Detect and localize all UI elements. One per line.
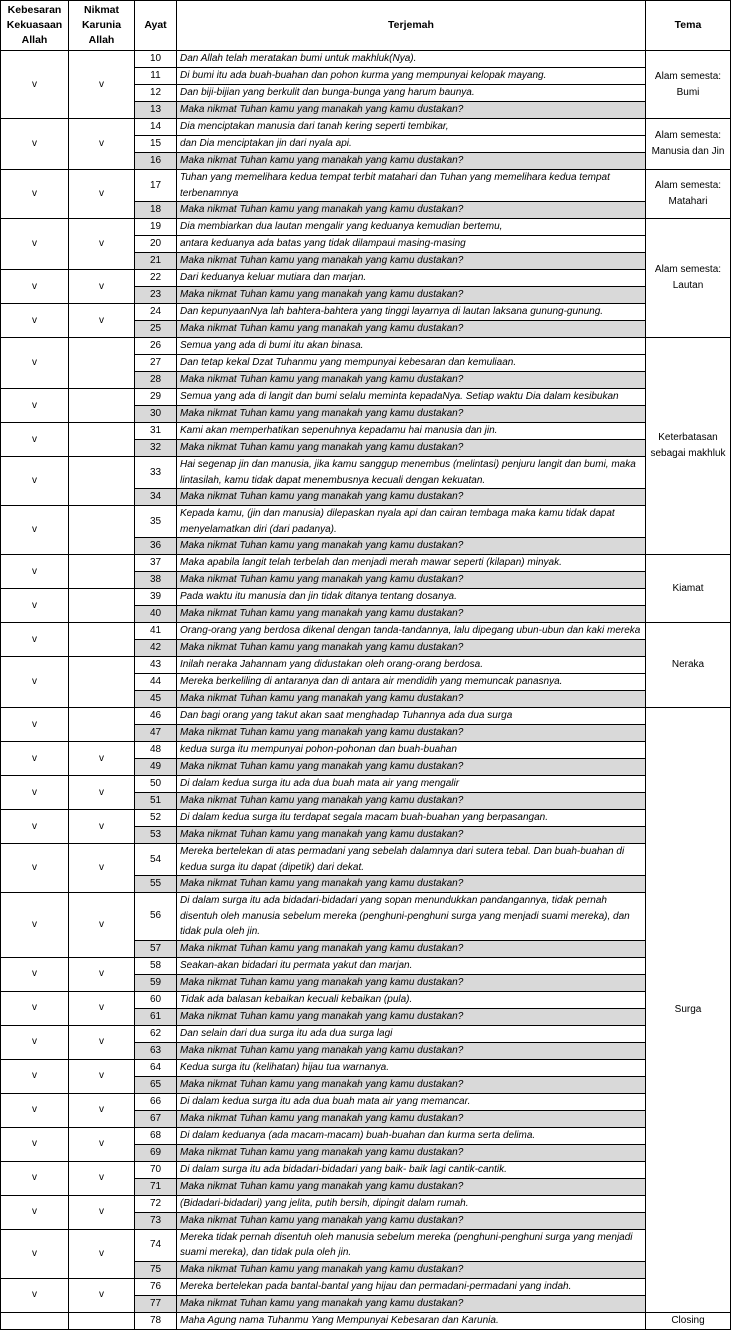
ayat-number: 21 (135, 253, 177, 270)
table-row (1, 457, 731, 489)
terjemah-text: Seakan-akan bidadari itu permata yakut dan marjan. (177, 957, 646, 974)
kebesaran-cell: v (1, 589, 69, 623)
terjemah-text: Dan bagi orang yang takut akan saat menghadap Tuhannya ada dua surga (177, 708, 646, 725)
nikmat-cell: v (69, 1161, 135, 1195)
header-terjemah: Terjemah (177, 1, 646, 51)
ayat-number: 27 (135, 355, 177, 372)
ayat-number: 13 (135, 102, 177, 119)
ayat-number: 24 (135, 304, 177, 321)
kebesaran-cell: v (1, 457, 69, 506)
nikmat-cell: v (69, 1093, 135, 1127)
ayat-number: 23 (135, 287, 177, 304)
terjemah-text: Semua yang ada di langit dan bumi selalu meminta kepadaNya. Setiap waktu Dia dalam kesibukan (177, 389, 646, 406)
kebesaran-cell: v (1, 657, 69, 708)
kebesaran-cell: v (1, 389, 69, 423)
ayat-number: 18 (135, 202, 177, 219)
ayat-number: 54 (135, 844, 177, 876)
nikmat-cell (69, 457, 135, 506)
ayat-number: 74 (135, 1229, 177, 1261)
table-row (1, 623, 731, 640)
nikmat-cell: v (69, 170, 135, 219)
table-row (1, 1195, 731, 1212)
tema-cell: Closing (646, 1312, 731, 1329)
terjemah-text: Maka nikmat Tuhan kamu yang manakah yang kamu dustakan? (177, 1295, 646, 1312)
terjemah-text: Dia membiarkan dua lautan mengalir yang keduanya kemudian bertemu, (177, 219, 646, 236)
nikmat-cell: v (69, 119, 135, 170)
ayat-number: 14 (135, 119, 177, 136)
nikmat-cell: v (69, 1025, 135, 1059)
kebesaran-cell: v (1, 1195, 69, 1229)
terjemah-text: Maka nikmat Tuhan kamu yang manakah yang kamu dustakan? (177, 827, 646, 844)
ayat-number: 51 (135, 793, 177, 810)
ayat-number: 61 (135, 1008, 177, 1025)
table-row (1, 1229, 731, 1261)
terjemah-text: Maka nikmat Tuhan kamu yang manakah yang kamu dustakan? (177, 1042, 646, 1059)
ayat-number: 52 (135, 810, 177, 827)
kebesaran-cell (1, 1312, 69, 1329)
terjemah-text: Kepada kamu, (jin dan manusia) dilepaskan nyala api dan cairan tembaga maka kamu tidak dapat menyelamatkan diri (dari padanya). (177, 506, 646, 538)
terjemah-text: Mereka berkeliling di antaranya dan di antara air mendidih yang memuncak panasnya. (177, 674, 646, 691)
terjemah-text: Maka nikmat Tuhan kamu yang manakah yang kamu dustakan? (177, 202, 646, 219)
nikmat-cell: v (69, 893, 135, 958)
ayat-number: 34 (135, 489, 177, 506)
terjemah-text: Maka nikmat Tuhan kamu yang manakah yang kamu dustakan? (177, 406, 646, 423)
table-row (1, 776, 731, 793)
terjemah-text: Kami akan memperhatikan sepenuhnya kepadamu hai manusia dan jin. (177, 423, 646, 440)
kebesaran-cell: v (1, 991, 69, 1025)
ayat-number: 37 (135, 555, 177, 572)
table-row (1, 219, 731, 236)
ayat-number: 15 (135, 136, 177, 153)
nikmat-cell: v (69, 1278, 135, 1312)
kebesaran-cell: v (1, 708, 69, 742)
terjemah-text: Maka nikmat Tuhan kamu yang manakah yang kamu dustakan? (177, 1110, 646, 1127)
ayat-number: 75 (135, 1261, 177, 1278)
kebesaran-cell: v (1, 1025, 69, 1059)
tema-cell: Alam semesta: Manusia dan Jin (646, 119, 731, 170)
terjemah-text: Maka nikmat Tuhan kamu yang manakah yang kamu dustakan? (177, 759, 646, 776)
nikmat-cell: v (69, 1195, 135, 1229)
terjemah-text: Tuhan yang memelihara kedua tempat terbit matahari dan Tuhan yang memelihara kedua tempat terbenamnya (177, 170, 646, 202)
ayat-number: 77 (135, 1295, 177, 1312)
terjemah-text: Di dalam kedua surga itu ada dua buah mata air yang mengalir (177, 776, 646, 793)
ayat-number: 78 (135, 1312, 177, 1329)
ayat-number: 16 (135, 153, 177, 170)
ayat-number: 57 (135, 940, 177, 957)
ayat-number: 58 (135, 957, 177, 974)
terjemah-text: Di dalam kedua surga itu ada dua buah mata air yang memancar. (177, 1093, 646, 1110)
terjemah-text: dan Dia menciptakan jin dari nyala api. (177, 136, 646, 153)
terjemah-text: Di dalam keduanya (ada macam-macam) buah-buahan dan kurma serta delima. (177, 1127, 646, 1144)
header-kebesaran: Kebesaran Kekuasaan Allah (1, 1, 69, 51)
kebesaran-cell: v (1, 1229, 69, 1278)
nikmat-cell: v (69, 270, 135, 304)
ayat-number: 64 (135, 1059, 177, 1076)
kebesaran-cell: v (1, 742, 69, 776)
ayat-number: 28 (135, 372, 177, 389)
terjemah-text: Maka nikmat Tuhan kamu yang manakah yang kamu dustakan? (177, 1212, 646, 1229)
tema-cell: Kiamat (646, 555, 731, 623)
terjemah-text: Maka nikmat Tuhan kamu yang manakah yang kamu dustakan? (177, 940, 646, 957)
kebesaran-cell: v (1, 304, 69, 338)
ayat-number: 31 (135, 423, 177, 440)
terjemah-text: Maka nikmat Tuhan kamu yang manakah yang kamu dustakan? (177, 1008, 646, 1025)
terjemah-text: Maka nikmat Tuhan kamu yang manakah yang kamu dustakan? (177, 489, 646, 506)
terjemah-text: Maka nikmat Tuhan kamu yang manakah yang kamu dustakan? (177, 640, 646, 657)
ayat-number: 33 (135, 457, 177, 489)
table-row (1, 1093, 731, 1110)
terjemah-text: Mereka bertelekan pada bantal-bantal yang hijau dan permadani-permadani yang indah. (177, 1278, 646, 1295)
nikmat-cell (69, 708, 135, 742)
ayat-number: 12 (135, 85, 177, 102)
kebesaran-cell: v (1, 893, 69, 958)
ayat-number: 42 (135, 640, 177, 657)
table-row (1, 991, 731, 1008)
table-row (1, 423, 731, 440)
table-row (1, 1161, 731, 1178)
table-row (1, 304, 731, 321)
nikmat-cell (69, 589, 135, 623)
terjemah-text: Maka nikmat Tuhan kamu yang manakah yang kamu dustakan? (177, 572, 646, 589)
ayat-number: 19 (135, 219, 177, 236)
ayat-number: 49 (135, 759, 177, 776)
tema-cell: Alam semesta: Bumi (646, 51, 731, 119)
terjemah-text: Mereka bertelekan di atas permadani yang sebelah dalamnya dari sutera tebal. Dan buah-buahan di kedua surga itu dapat (dipetik) dari dekat. (177, 844, 646, 876)
table-row (1, 119, 731, 136)
ayat-number: 38 (135, 572, 177, 589)
table-row (1, 170, 731, 202)
ayat-number: 22 (135, 270, 177, 287)
nikmat-cell: v (69, 51, 135, 119)
kebesaran-cell: v (1, 1278, 69, 1312)
kebesaran-cell: v (1, 776, 69, 810)
ayat-number: 17 (135, 170, 177, 202)
terjemah-text: Maka nikmat Tuhan kamu yang manakah yang kamu dustakan? (177, 1144, 646, 1161)
terjemah-text: Dan tetap kekal Dzat Tuhanmu yang mempunyai kebesaran dan kemuliaan. (177, 355, 646, 372)
terjemah-text: Dan kepunyaanNya lah bahtera-bahtera yang tinggi layarnya di lautan laksana gunung-gunung. (177, 304, 646, 321)
kebesaran-cell: v (1, 338, 69, 389)
header-ayat: Ayat (135, 1, 177, 51)
ayat-number: 10 (135, 51, 177, 68)
terjemah-text: Maka nikmat Tuhan kamu yang manakah yang kamu dustakan? (177, 102, 646, 119)
ayat-number: 60 (135, 991, 177, 1008)
terjemah-text: Dan Allah telah meratakan bumi untuk makhluk(Nya). (177, 51, 646, 68)
terjemah-text: Maka nikmat Tuhan kamu yang manakah yang kamu dustakan? (177, 725, 646, 742)
ayat-number: 35 (135, 506, 177, 538)
ayat-number: 36 (135, 538, 177, 555)
table-row (1, 51, 731, 68)
nikmat-cell: v (69, 776, 135, 810)
kebesaran-cell: v (1, 1093, 69, 1127)
ayat-number: 72 (135, 1195, 177, 1212)
ayat-number: 59 (135, 974, 177, 991)
nikmat-cell (69, 555, 135, 589)
terjemah-text: Kedua surga itu (kelihatan) hijau tua warnanya. (177, 1059, 646, 1076)
ayat-number: 32 (135, 440, 177, 457)
ayat-number: 63 (135, 1042, 177, 1059)
terjemah-text: antara keduanya ada batas yang tidak dilampaui masing-masing (177, 236, 646, 253)
ayat-number: 76 (135, 1278, 177, 1295)
terjemah-text: Hai segenap jin dan manusia, jika kamu sanggup menembus (melintasi) penjuru langit dan bumi, maka lintasilah, kamu tidak dapat menembusnya kecuali dengan kekuatan. (177, 457, 646, 489)
nikmat-cell: v (69, 1059, 135, 1093)
terjemah-text: Maka nikmat Tuhan kamu yang manakah yang kamu dustakan? (177, 372, 646, 389)
ayat-number: 56 (135, 893, 177, 941)
tema-cell: Surga (646, 708, 731, 1313)
nikmat-cell (69, 506, 135, 555)
kebesaran-cell: v (1, 270, 69, 304)
terjemah-text: Maka nikmat Tuhan kamu yang manakah yang kamu dustakan? (177, 440, 646, 457)
nikmat-cell: v (69, 957, 135, 991)
kebesaran-cell: v (1, 957, 69, 991)
kebesaran-cell: v (1, 119, 69, 170)
header-nikmat: Nikmat Karunia Allah (69, 1, 135, 51)
ayat-number: 26 (135, 338, 177, 355)
kebesaran-cell: v (1, 423, 69, 457)
terjemah-text: Maka nikmat Tuhan kamu yang manakah yang kamu dustakan? (177, 253, 646, 270)
table-row (1, 338, 731, 355)
ayat-number: 53 (135, 827, 177, 844)
nikmat-cell (69, 389, 135, 423)
ayat-number: 55 (135, 876, 177, 893)
table-row (1, 555, 731, 572)
ayat-number: 30 (135, 406, 177, 423)
ayat-number: 40 (135, 606, 177, 623)
table-row (1, 957, 731, 974)
nikmat-cell: v (69, 991, 135, 1025)
table-row (1, 270, 731, 287)
table-row (1, 506, 731, 538)
header-tema: Tema (646, 1, 731, 51)
nikmat-cell: v (69, 810, 135, 844)
nikmat-cell: v (69, 844, 135, 893)
nikmat-cell: v (69, 1127, 135, 1161)
kebesaran-cell: v (1, 1059, 69, 1093)
ayat-number: 29 (135, 389, 177, 406)
table-row (1, 1278, 731, 1295)
table-row (1, 844, 731, 876)
ayat-number: 39 (135, 589, 177, 606)
terjemah-text: Tidak ada balasan kebaikan kecuali kebaikan (pula). (177, 991, 646, 1008)
terjemah-text: Orang-orang yang berdosa dikenal dengan tanda-tandannya, lalu dipegang ubun-ubun dan kaki mereka (177, 623, 646, 640)
table-row (1, 893, 731, 941)
kebesaran-cell: v (1, 170, 69, 219)
table-row (1, 657, 731, 674)
table-row (1, 1127, 731, 1144)
terjemah-text: Di dalam surga itu ada bidadari-bidadari yang sopan menundukkan pandangannya, tidak pernah disentuh oleh manusia sebelum mereka (penghuni-penghuni surga yang menjadi suami mereka), dan tidak pula oleh jin. (177, 893, 646, 941)
terjemah-text: Maka nikmat Tuhan kamu yang manakah yang kamu dustakan? (177, 691, 646, 708)
kebesaran-cell: v (1, 623, 69, 657)
ayat-number: 65 (135, 1076, 177, 1093)
terjemah-text: Pada waktu itu manusia dan jin tidak ditanya tentang dosanya. (177, 589, 646, 606)
ayat-number: 71 (135, 1178, 177, 1195)
table-row (1, 389, 731, 406)
table-row (1, 1312, 731, 1329)
table-row (1, 810, 731, 827)
terjemah-text: Maka nikmat Tuhan kamu yang manakah yang kamu dustakan? (177, 974, 646, 991)
terjemah-text: Maka nikmat Tuhan kamu yang manakah yang kamu dustakan? (177, 1076, 646, 1093)
ayat-number: 69 (135, 1144, 177, 1161)
table-row (1, 742, 731, 759)
terjemah-text: Di dalam surga itu ada bidadari-bidadari yang baik- baik lagi cantik-cantik. (177, 1161, 646, 1178)
table-row (1, 708, 731, 725)
ayat-number: 70 (135, 1161, 177, 1178)
ayat-number: 62 (135, 1025, 177, 1042)
terjemah-text: Maka nikmat Tuhan kamu yang manakah yang kamu dustakan? (177, 606, 646, 623)
nikmat-cell (69, 423, 135, 457)
terjemah-text: Maka nikmat Tuhan kamu yang manakah yang kamu dustakan? (177, 321, 646, 338)
kebesaran-cell: v (1, 810, 69, 844)
kebesaran-cell: v (1, 555, 69, 589)
nikmat-cell (69, 1312, 135, 1329)
terjemah-text: Maka nikmat Tuhan kamu yang manakah yang kamu dustakan? (177, 1178, 646, 1195)
tema-cell: Alam semesta: Matahari (646, 170, 731, 219)
terjemah-text: Maka nikmat Tuhan kamu yang manakah yang kamu dustakan? (177, 287, 646, 304)
terjemah-text: Di dalam kedua surga itu terdapat segala macam buah-buahan yang berpasangan. (177, 810, 646, 827)
table-row (1, 1059, 731, 1076)
tema-cell: Alam semesta: Lautan (646, 219, 731, 338)
nikmat-cell (69, 657, 135, 708)
terjemah-text: Dari keduanya keluar mutiara dan marjan. (177, 270, 646, 287)
ayat-number: 11 (135, 68, 177, 85)
nikmat-cell: v (69, 1229, 135, 1278)
nikmat-cell: v (69, 304, 135, 338)
ayat-number: 48 (135, 742, 177, 759)
kebesaran-cell: v (1, 844, 69, 893)
terjemah-text: Semua yang ada di bumi itu akan binasa. (177, 338, 646, 355)
ayat-number: 25 (135, 321, 177, 338)
ayat-number: 68 (135, 1127, 177, 1144)
nikmat-cell: v (69, 219, 135, 270)
terjemah-text: (Bidadari-bidadari) yang jelita, putih bersih, dipingit dalam rumah. (177, 1195, 646, 1212)
ayat-number: 45 (135, 691, 177, 708)
ayat-number: 50 (135, 776, 177, 793)
kebesaran-cell: v (1, 1161, 69, 1195)
terjemah-text: kedua surga itu mempunyai pohon-pohonan dan buah-buahan (177, 742, 646, 759)
terjemah-text: Inilah neraka Jahannam yang didustakan oleh orang-orang berdosa. (177, 657, 646, 674)
terjemah-text: Maka nikmat Tuhan kamu yang manakah yang kamu dustakan? (177, 153, 646, 170)
terjemah-text: Maka apabila langit telah terbelah dan menjadi merah mawar seperti (kilapan) minyak. (177, 555, 646, 572)
ayat-number: 43 (135, 657, 177, 674)
nikmat-cell (69, 623, 135, 657)
kebesaran-cell: v (1, 1127, 69, 1161)
terjemah-text: Maha Agung nama Tuhanmu Yang Mempunyai Kebesaran dan Karunia. (177, 1312, 646, 1329)
terjemah-text: Di bumi itu ada buah-buahan dan pohon kurma yang mempunyai kelopak mayang. (177, 68, 646, 85)
ayat-number: 20 (135, 236, 177, 253)
ayat-number: 41 (135, 623, 177, 640)
nikmat-cell: v (69, 742, 135, 776)
ayat-number: 67 (135, 1110, 177, 1127)
terjemah-text: Mereka tidak pernah disentuh oleh manusia sebelum mereka (penghuni-penghuni surga yang menjadi suami mereka), dan tidak pula oleh jin. (177, 1229, 646, 1261)
ayat-number: 47 (135, 725, 177, 742)
terjemah-text: Maka nikmat Tuhan kamu yang manakah yang kamu dustakan? (177, 538, 646, 555)
ayat-number: 44 (135, 674, 177, 691)
terjemah-text: Dia menciptakan manusia dari tanah kering seperti tembikar, (177, 119, 646, 136)
terjemah-text: Maka nikmat Tuhan kamu yang manakah yang kamu dustakan? (177, 1261, 646, 1278)
terjemah-text: Maka nikmat Tuhan kamu yang manakah yang kamu dustakan? (177, 876, 646, 893)
ayat-number: 46 (135, 708, 177, 725)
ayat-number: 66 (135, 1093, 177, 1110)
terjemah-text: Dan selain dari dua surga itu ada dua surga lagi (177, 1025, 646, 1042)
tema-cell: Keterbatasan sebagai makhluk (646, 338, 731, 555)
terjemah-text: Dan biji-bijian yang berkulit dan bunga-bunga yang harum baunya. (177, 85, 646, 102)
kebesaran-cell: v (1, 219, 69, 270)
ayat-number: 73 (135, 1212, 177, 1229)
table-row (1, 589, 731, 606)
terjemah-text: Maka nikmat Tuhan kamu yang manakah yang kamu dustakan? (177, 793, 646, 810)
kebesaran-cell: v (1, 506, 69, 555)
kebesaran-cell: v (1, 51, 69, 119)
nikmat-cell (69, 338, 135, 389)
table-row (1, 1025, 731, 1042)
tema-cell: Neraka (646, 623, 731, 708)
